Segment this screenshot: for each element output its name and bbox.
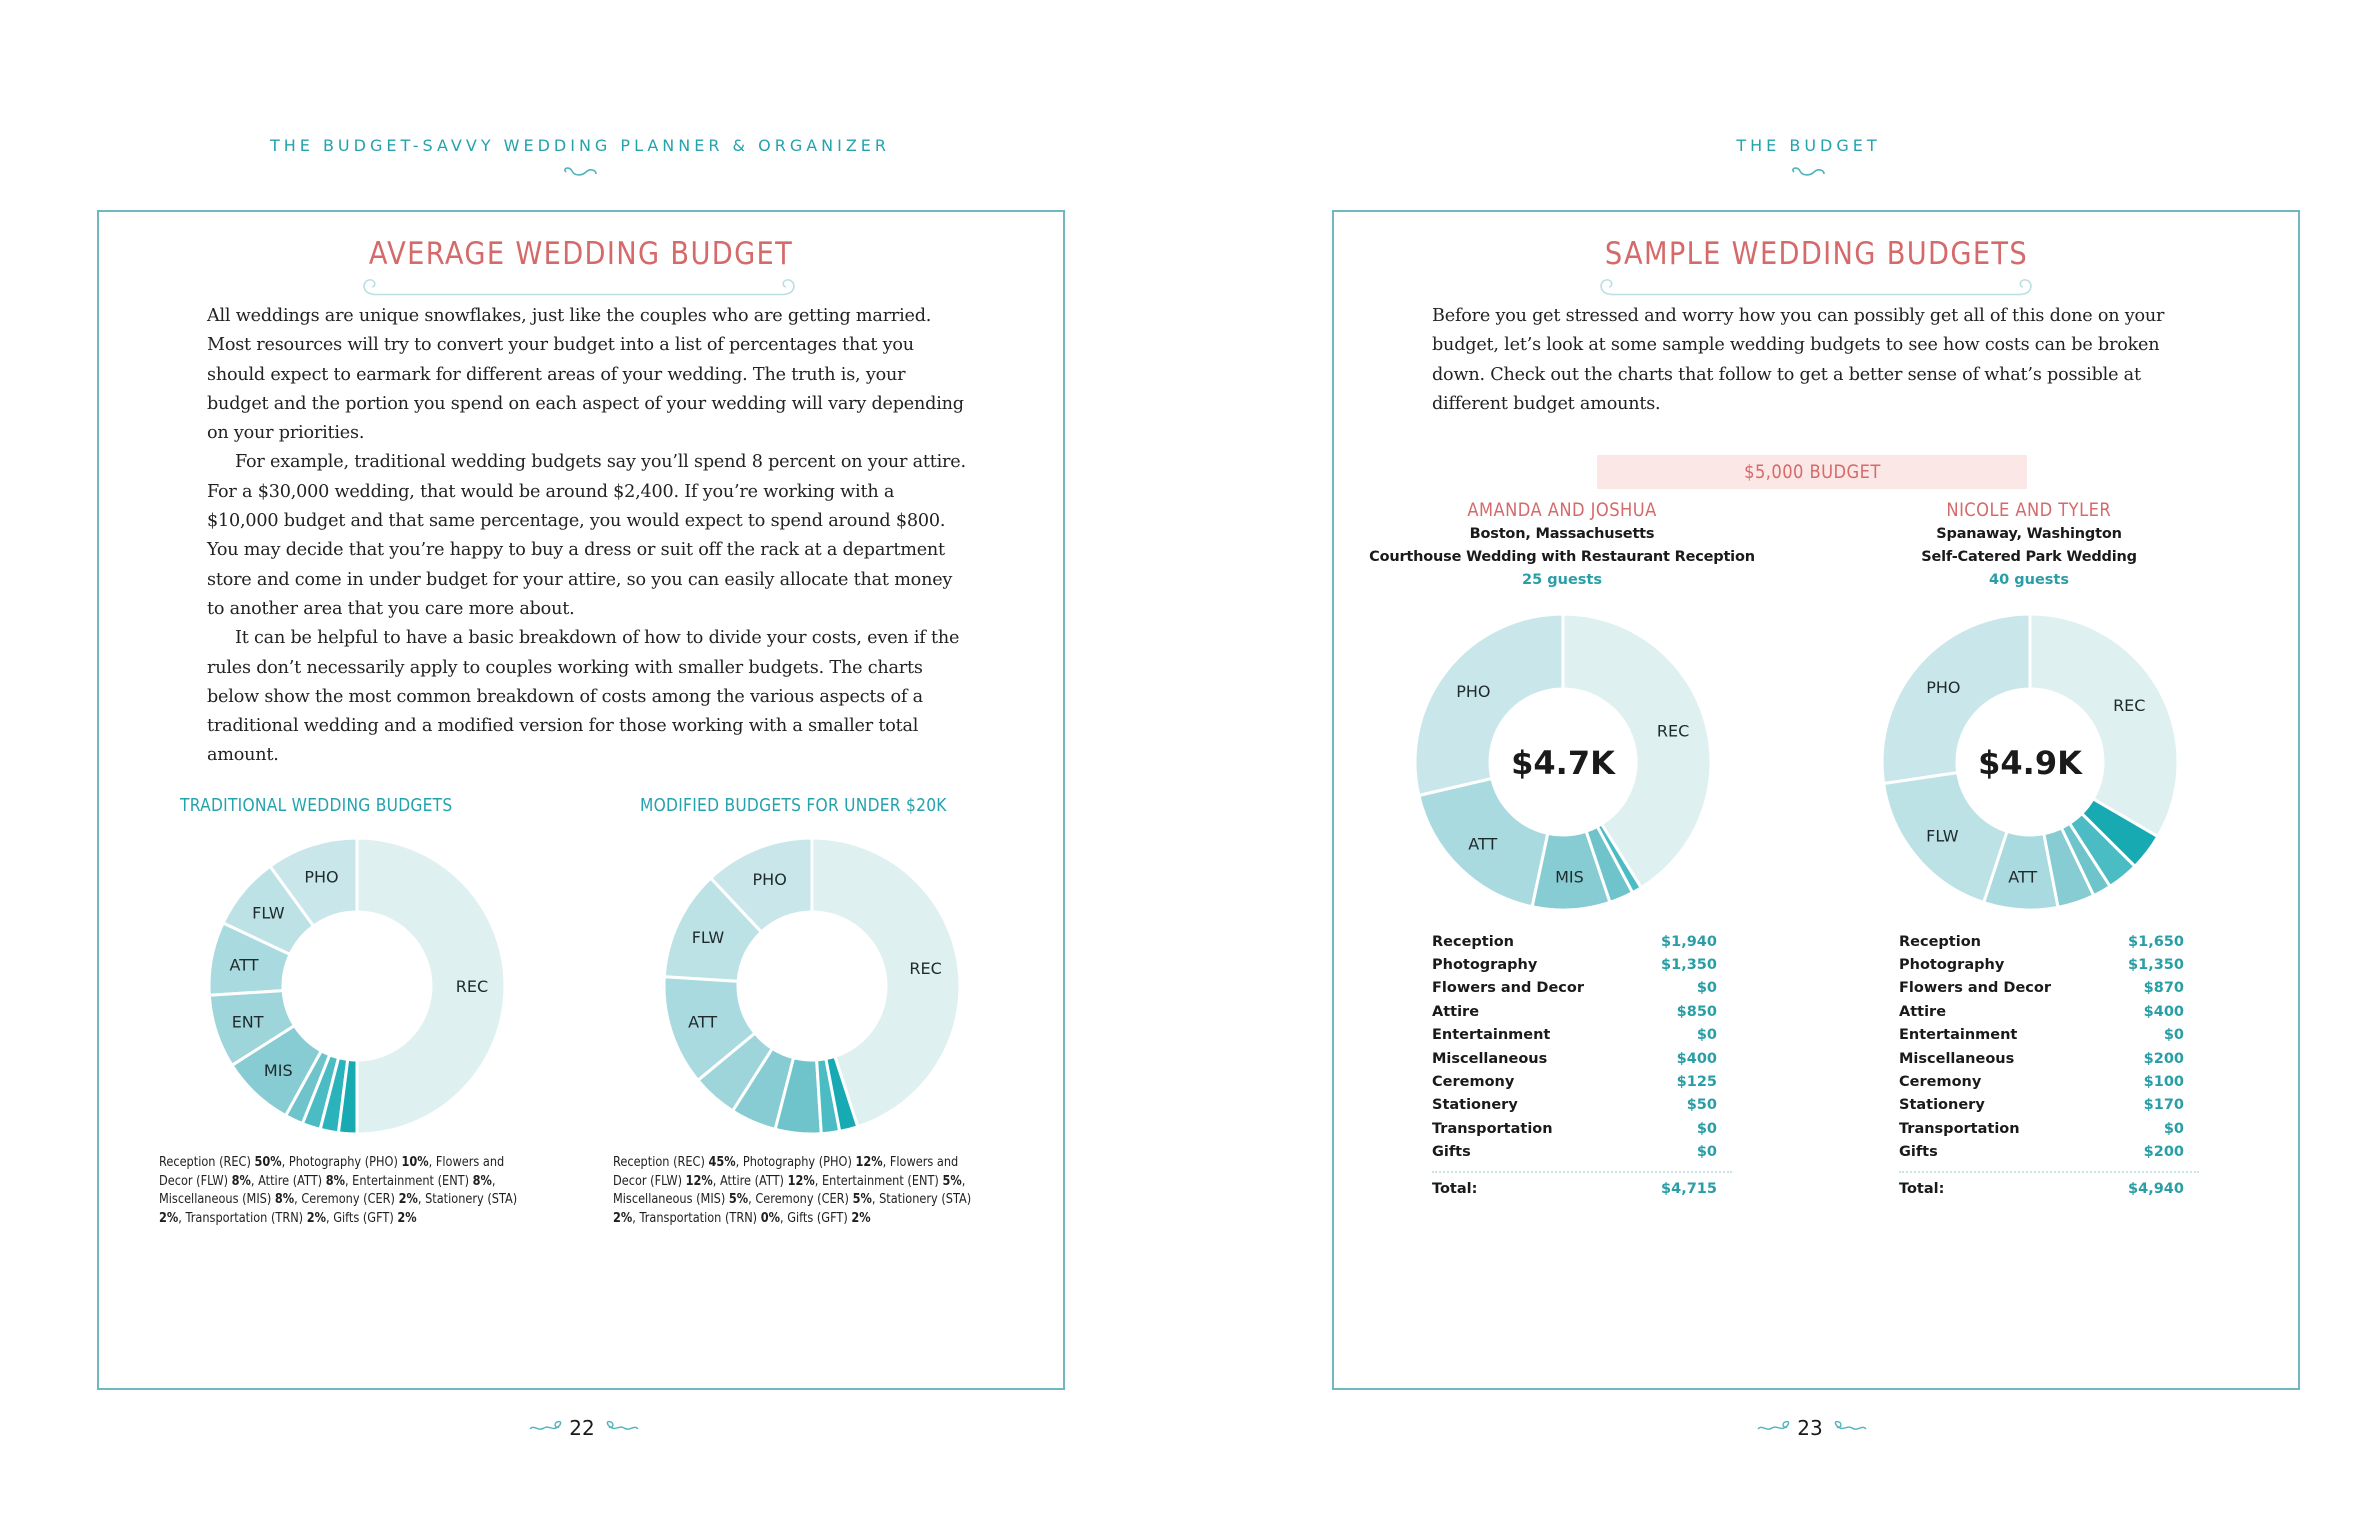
cost-row [1899,1141,2184,1164]
total-label: Total: [1899,1180,1945,1197]
legend-percent: 5% [852,1192,872,1207]
slice-label: REC [909,959,942,979]
cost-value: $0 [1696,980,1717,997]
cost-row [1899,1024,2184,1047]
swash-ornament-icon [1788,166,1828,180]
legend-percent: 2% [159,1210,179,1226]
cost-row [1899,1000,2184,1023]
dotted-divider [1432,1171,1732,1173]
title-flourish-icon [359,260,799,300]
paragraph: All weddings are unique snowflakes, just like the couples who are getting married. Most resources will try to convert your budget into a list of percentages that you should expect to earmark for different areas of your wedding. The truth is, your budget and the portion you spend on each aspect of your wedding will vary depending on your priorities. [207,306,964,444]
modified-donut-chart [662,836,962,1136]
cost-row [1432,1117,1717,1140]
cost-row [1899,953,2184,976]
content-frame [97,210,1065,1390]
legend-percent: 8% [325,1173,345,1189]
total-label: Total: [1432,1180,1478,1197]
cost-label: Reception [1899,933,1981,950]
content-frame [1332,210,2300,1390]
legend-percent: 2% [398,1192,418,1207]
cost-row [1432,1141,1717,1164]
cost-value: $0 [2163,1027,2184,1044]
total-value: $4,715 [1661,1180,1717,1197]
cost-label: Miscellaneous [1899,1050,2015,1067]
cost-row [1432,953,1717,976]
total-row [1432,1177,1717,1200]
slice-label: MIS [1555,867,1584,887]
cost-row [1432,1047,1717,1070]
cost-value: $125 [1676,1074,1717,1091]
cost-label: Ceremony [1899,1074,1982,1091]
wedding-type: Self-Catered Park Wedding [1921,549,2137,565]
couple-name: AMANDA AND JOSHUA [1467,499,1657,521]
paragraph: For example, traditional wedding budgets say you’ll spend 8 percent on your attire. For a $30,000 wedding, that would be around $2,400. If you’re working with a $10,000 budget and that same percentage, you would expect to spend around $800. You may decide that you’re happy to buy a dress or suit off the rack at a department store and come in under budget for your attire, so you can easily allocate that money to another area that you care more about. [207,452,966,619]
cost-row [1899,1070,2184,1093]
slice-label: REC [1656,721,1690,741]
total-row [1899,1177,2184,1200]
budget-tier-banner [1597,455,2027,489]
cost-table-amanda-joshua [1432,930,1717,1200]
swash-ornament-icon [560,166,600,180]
cost-label: Ceremony [1432,1074,1515,1091]
cost-row [1432,977,1717,1000]
cost-label: Transportation [1899,1120,2020,1137]
legend-percent: 2% [613,1210,633,1226]
cost-label: Stationery [1432,1097,1518,1114]
legend-percent: 12% [685,1173,713,1189]
cost-value: $870 [2143,980,2184,997]
legend-percent: 12% [787,1173,815,1189]
legend-percent: 8% [472,1173,492,1189]
cost-row [1432,1000,1717,1023]
slice-label: PHO [1926,678,1961,698]
page-number: 23 [1797,1416,1823,1440]
cost-label: Entertainment [1899,1027,2018,1044]
cost-label: Photography [1432,957,1538,974]
modified-legend: Reception (REC) 45%, Photography (PHO) 12%, Flowers and Decor (FLW) 12%, Attire (ATT) 12%, Entertainment (ENT) 5%, Miscellaneous (MIS) 5%, Ceremony (CER) 5%, Stationery (STA) 2%, Transportation (TRN) 0%, Gifts (GFT) 2% [613,1155,972,1226]
cost-row [1899,1117,2184,1140]
cost-label: Gifts [1432,1144,1471,1161]
couple-info-amanda-joshua [1352,497,1772,592]
cost-row [1899,1047,2184,1070]
cost-value: $170 [2143,1097,2184,1114]
paragraph: It can be helpful to have a basic breakdown of how to divide your costs, even if the rules don’t necessarily apply to couples working with smaller budgets. The charts below show the most common breakdown of costs among the various aspects of a traditional wedding and a modified version for those working with a smaller total amount. [207,628,960,766]
slice-label: FLW [252,903,285,923]
cost-table-nicole-tyler [1899,930,2184,1200]
cost-label: Entertainment [1432,1027,1551,1044]
legend-percent: 12% [855,1155,883,1170]
slice-label: REC [455,977,489,996]
couple-info-nicole-tyler [1819,497,2239,592]
cost-label: Attire [1432,1003,1480,1020]
slice-label: FLW [1926,826,1959,846]
page-number: 22 [569,1416,595,1440]
folio-swash-right-icon [1830,1420,1868,1436]
legend-percent: 5% [942,1173,962,1189]
cost-label: Flowers and Decor [1432,980,1585,997]
budget-tier-label: $5,000 BUDGET [1743,461,1881,483]
total-value: $4,940 [2128,1180,2184,1197]
guest-count: 40 guests [1989,572,2069,588]
legend-percent: 2% [306,1210,326,1226]
cost-label: Gifts [1899,1144,1938,1161]
wedding-type: Courthouse Wedding with Restaurant Reception [1369,549,1755,565]
intro-text [1432,302,2187,419]
cost-label: Flowers and Decor [1899,980,2052,997]
legend-percent: 5% [728,1192,749,1207]
cost-value: $1,350 [2128,957,2184,974]
cost-row [1432,1094,1717,1117]
guest-count: 25 guests [1522,572,1602,588]
slice-label: ATT [229,955,259,975]
slice-label: ATT [2008,867,2038,887]
cost-value: $100 [2143,1074,2184,1091]
legend-percent: 2% [397,1210,417,1226]
donut-center-total: $4.7K [1511,744,1615,782]
section-title: AVERAGE WEDDING BUDGET [368,236,794,272]
traditional-legend: Reception (REC) 50%, Photography (PHO) 10%, Flowers and Decor (FLW) 8%, Attire (ATT) 8%, Entertainment (ENT) 8%, Miscellaneous (MIS) 8%, Ceremony (CER) 2%, Stationery (STA) 2%, Transportation (TRN) 2%, Gifts (GFT) 2% [159,1155,518,1226]
paragraph: Before you get stressed and worry how you can possibly get all of this done on your budget, let’s look at some sample wedding budgets to see how costs can be broken down. Check out the charts that follow to get a better sense of what’s possible at different budget amounts. [1432,306,2165,414]
cost-value: $200 [2143,1050,2184,1067]
dotted-divider [1899,1171,2199,1173]
title-flourish-icon [1596,260,2036,300]
cost-value: $400 [1676,1050,1717,1067]
slice-label: REC [2113,695,2146,715]
amanda-joshua-donut-chart [1413,612,1713,912]
legend-percent: 8% [274,1192,295,1207]
slice-label: FLW [691,928,725,948]
running-head: THE BUDGET-SAVVY WEDDING PLANNER & ORGANIZER [269,136,891,155]
legend-percent: 0% [760,1210,780,1226]
cost-label: Reception [1432,933,1514,950]
legend-percent: 50% [254,1155,282,1170]
cost-value: $0 [1696,1144,1717,1161]
slice-label: PHO [1456,681,1491,701]
cost-value: $850 [1676,1003,1717,1020]
cost-value: $200 [2143,1144,2184,1161]
legend-percent: 8% [231,1173,251,1189]
section-title: SAMPLE WEDDING BUDGETS [1604,236,2028,272]
right-page [1190,0,2380,1540]
cost-value: $400 [2143,1003,2184,1020]
slice-label: PHO [304,867,339,887]
running-head: THE BUDGET [1736,136,1881,155]
cost-row [1899,1094,2184,1117]
cost-value: $0 [1696,1027,1717,1044]
cost-label: Stationery [1899,1097,1985,1114]
cost-value: $50 [1686,1097,1717,1114]
cost-row [1432,1024,1717,1047]
chart-heading-traditional: TRADITIONAL WEDDING BUDGETS [180,795,453,816]
donut-slice-rec [2030,614,2178,837]
cost-label: Miscellaneous [1432,1050,1548,1067]
couple-location: Spanaway, Washington [1936,526,2122,542]
cost-value: $1,350 [1661,957,1717,974]
cost-label: Attire [1899,1003,1947,1020]
slice-label: ENT [231,1012,264,1032]
chart-heading-modified: MODIFIED BUDGETS FOR UNDER $20K [640,795,947,816]
body-text [207,302,967,771]
slice-label: MIS [263,1060,293,1080]
donut-center-total: $4.9K [1978,744,2082,782]
cost-value: $0 [2163,1120,2184,1137]
slice-label: ATT [688,1012,718,1032]
slice-label: PHO [752,870,787,890]
couple-location: Boston, Massachusetts [1469,526,1655,542]
cost-value: $0 [1696,1120,1717,1137]
cost-row [1432,1070,1717,1093]
couple-name: NICOLE AND TYLER [1946,499,2112,521]
slice-label: ATT [1468,834,1498,854]
cost-label: Transportation [1432,1120,1553,1137]
cost-row [1432,930,1717,953]
cost-value: $1,940 [1661,933,1717,950]
legend-percent: 45% [708,1155,736,1170]
legend-percent: 2% [851,1210,871,1226]
cost-row [1899,930,2184,953]
cost-value: $1,650 [2128,933,2184,950]
folio-swash-right-icon [602,1420,640,1436]
cost-label: Photography [1899,957,2005,974]
nicole-tyler-donut-chart [1880,612,2180,912]
cost-row [1899,977,2184,1000]
legend-percent: 10% [401,1155,429,1170]
traditional-donut-chart [207,836,507,1136]
